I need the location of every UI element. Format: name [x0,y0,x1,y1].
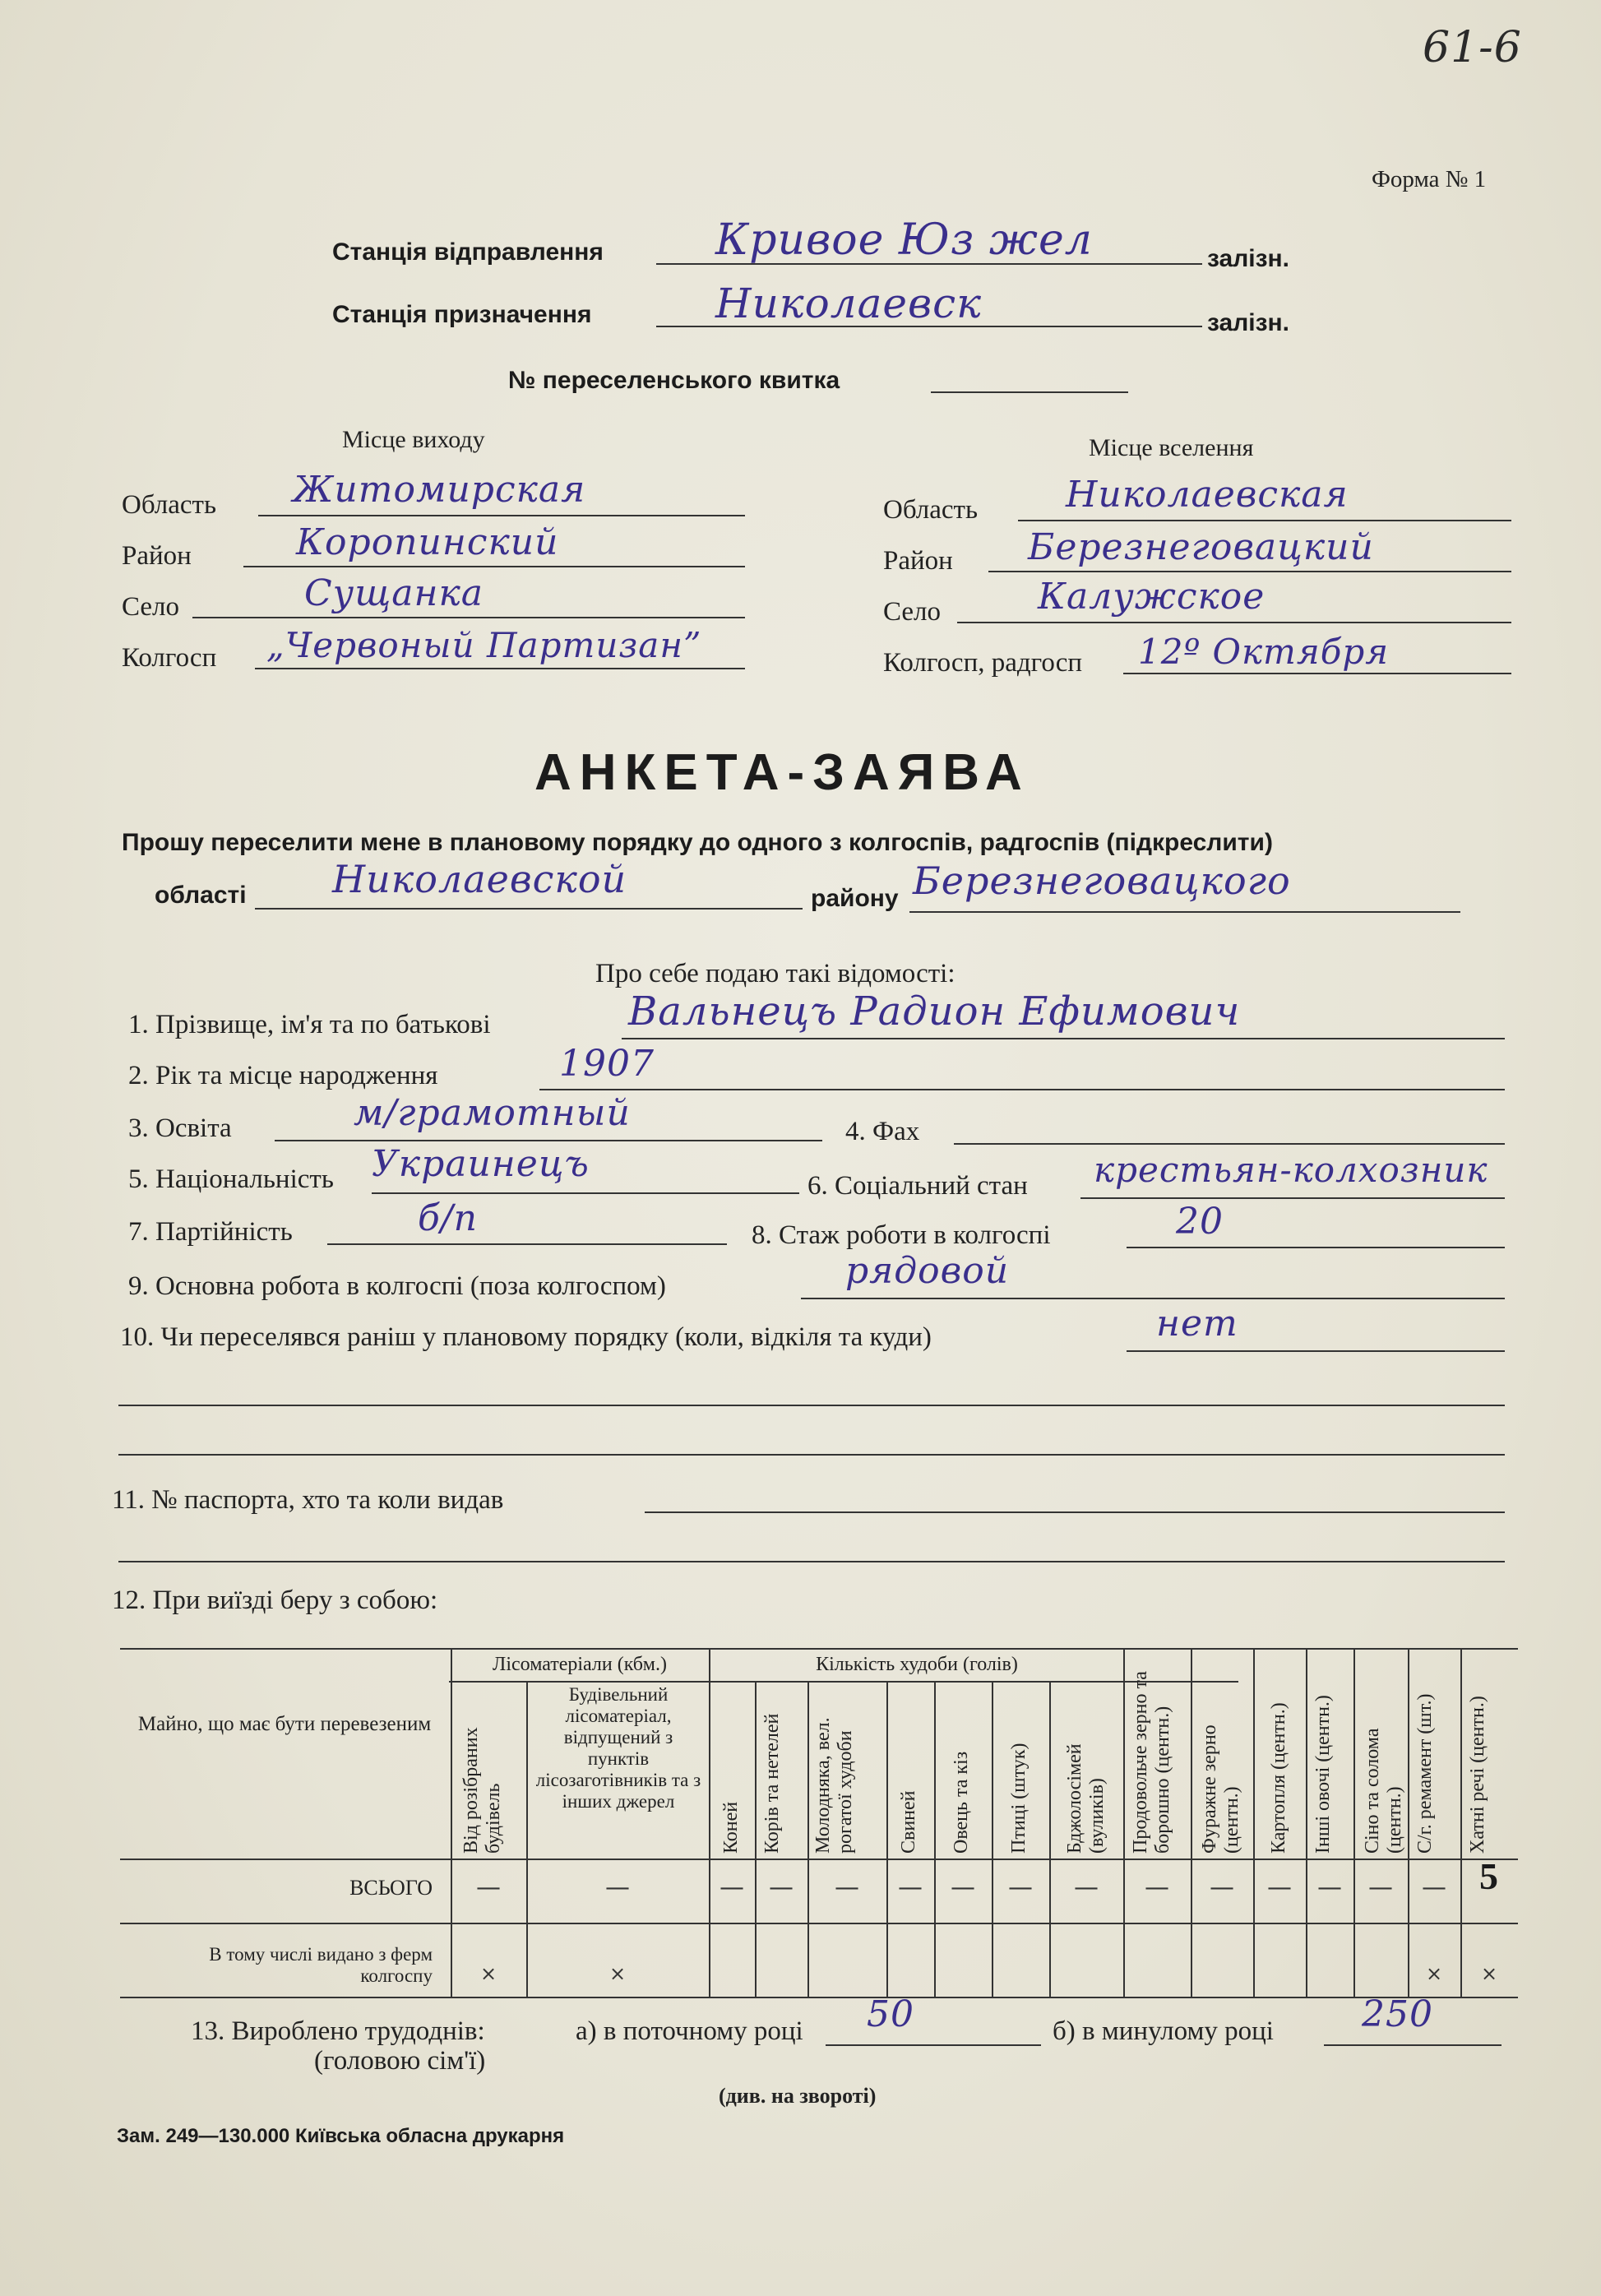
field-11-label: 11. № паспорта, хто та коли видав [112,1485,504,1515]
ticket-label: № переселенського квитка [508,367,840,394]
property-header: Майно, що має бути перевезеним [137,1713,432,1735]
livestock-group-header: Кількість худоби (голів) [816,1654,1018,1675]
request-raion-value: Березнеговацкого [913,859,1291,903]
workdays-current-label: а) в поточному році [576,2016,803,2046]
farm-row-cell: × [1480,1962,1498,1985]
destination-heading: Місце вселення [1089,434,1254,461]
field-12-label: 12. При виїзді беру з собою: [112,1585,438,1615]
total-row-cell: — [1422,1873,1446,1902]
form-label: Форма № 1 [1372,166,1487,192]
info-intro: Про себе подаю такі відомості: [595,959,956,988]
origin-selo-label: Село [122,592,180,622]
total-row-cell: — [898,1873,923,1902]
total-row-cell: — [1317,1873,1342,1902]
col-farm-equipment: С/г. ремамент (шт.) [1414,1693,1436,1854]
field-6-line [1080,1197,1505,1199]
origin-raion-line [243,566,745,567]
archive-number: 61-6 [1423,23,1522,72]
farm-row-cell: × [479,1962,497,1985]
col-sheep-goats: Овець та кіз [951,1751,972,1854]
field-9-line [801,1298,1505,1299]
field-6-value: крестьян-колхозник [1094,1150,1488,1190]
row-total-label: ВСЬОГО [349,1876,433,1900]
dest-raion-label: Район [883,546,953,576]
printer-note: Зам. 249—130.000 Київська обласна друкарня [117,2125,565,2147]
workdays-current-value: 50 [867,1993,914,2035]
field-1-line [622,1038,1505,1039]
field-3-label: 3. Освіта [128,1113,232,1143]
dest-raion-line [988,571,1511,572]
total-row-cell: — [1145,1873,1169,1902]
workdays-last-label: б) в минулому році [1053,2016,1274,2046]
field-10-line-3 [118,1454,1505,1456]
origin-oblast-value: Житомирская [293,469,586,511]
request-oblast-value: Николаевской [332,857,627,901]
field-10-label: 10. Чи переселявся раніш у плановому порядку (коли, відкіля та куди) [120,1322,932,1352]
origin-oblast-line [258,515,745,516]
field-7-value: б/п [418,1197,479,1239]
col-cows: Корів та нетелей [761,1713,783,1854]
departure-label: Станція відправлення [332,238,604,266]
total-row-cell: — [1368,1873,1393,1902]
field-1-label: 1. Прізвище, ім'я та по батькові [128,1010,491,1039]
col-young-cattle: Молодняка, вел. рогатої худоби [812,1717,856,1854]
col-poultry: Птиці (штук) [1008,1743,1030,1854]
col-household-items: Хатні речі (центн.) [1467,1696,1488,1854]
origin-heading: Місце виходу [342,426,485,453]
workdays-label: 13. Вироблено трудоднів: [191,2016,485,2046]
total-row-cell: — [605,1873,630,1902]
origin-selo-line [192,617,745,618]
total-row-cell: — [1008,1873,1033,1902]
ticket-line [931,391,1128,393]
origin-kolgosp-label: Колгосп [122,643,217,673]
field-10-value: нет [1156,1303,1238,1345]
field-10-line-2 [118,1405,1505,1406]
field-3-line [275,1140,822,1141]
total-row-cell: 5 [1479,1855,1499,1897]
railway-suffix-2: залізн. [1207,309,1289,336]
dest-selo-value: Калужское [1038,576,1266,618]
farm-row-cell: × [1425,1962,1443,1985]
field-4-label: 4. Фах [845,1117,920,1146]
col-other-vegetables: Інші овочі (центн.) [1312,1695,1334,1854]
dest-kolgosp-label: Колгосп, радгосп [883,648,1083,678]
dest-raion-value: Березнеговацкий [1028,526,1374,568]
field-3-value: м/грамотный [354,1092,631,1134]
total-row-cell: — [1267,1873,1292,1902]
workdays-last-value: 250 [1362,1993,1433,2035]
farm-row-cell: × [608,1962,627,1985]
total-row-cell: — [769,1873,794,1902]
col-building-timber: Будівельний лісоматеріал, відпущений з пунктів лісозаготівників та з інших джерел [535,1684,701,1812]
col-bee-colonies: Бджолосімей (вуликів) [1064,1743,1108,1854]
field-11-line-2 [118,1561,1505,1562]
dest-kolgosp-value: 12º Октября [1138,632,1390,672]
property-table [120,1648,1518,1997]
row-farm-label: В тому числі видано з ферм колгоспу [209,1944,433,1986]
dest-selo-label: Село [883,597,942,627]
origin-raion-label: Район [122,541,192,571]
origin-raion-value: Коропинский [296,521,559,563]
total-row-cell: — [720,1873,744,1902]
departure-value: Кривое Юз жел [715,215,1093,265]
field-5-value: Украинецъ [372,1143,590,1185]
field-4-line [954,1143,1505,1145]
dest-kolgosp-line [1123,673,1511,674]
col-dismantled-buildings: Від розібраних будівель [460,1727,504,1854]
workdays-sub-label: (головою сім'ї) [314,2046,486,2076]
workdays-last-line [1324,2044,1502,2046]
destination-label: Станція призначення [332,301,592,328]
form-title: АНКЕТА-ЗАЯВА [534,744,1030,801]
total-row-cell: — [951,1873,975,1902]
total-row-cell: — [476,1873,501,1902]
workdays-current-line [826,2044,1041,2046]
total-row-cell: — [1210,1873,1234,1902]
total-row-cell: — [835,1873,859,1902]
field-9-label: 9. Основна робота в колгоспі (поза колгоспом) [128,1271,666,1301]
dest-selo-line [957,622,1511,623]
field-5-label: 5. Національність [128,1164,334,1194]
field-9-value: рядовой [845,1250,1010,1292]
railway-suffix-1: залізн. [1207,245,1289,272]
field-10-line [1127,1350,1505,1352]
origin-kolgosp-value: „Червоный Партизан” [266,625,702,665]
request-text: Прошу переселити мене в плановому порядку до одного з колгоспів, радгоспів (підкреслити) [122,829,1273,856]
field-11-line [645,1511,1505,1513]
col-fodder-grain: Фуражне зерно (центн.) [1199,1724,1242,1854]
field-8-line [1127,1247,1505,1248]
field-8-value: 20 [1176,1201,1224,1243]
origin-selo-value: Сущанка [304,572,484,614]
dest-oblast-label: Область [883,495,979,525]
field-7-line [327,1243,727,1245]
total-row-cell: — [1074,1873,1099,1902]
field-2-value: 1907 [559,1043,655,1085]
field-7-label: 7. Партійність [128,1217,293,1247]
timber-group-header: Лісоматеріали (кбм.) [493,1654,667,1675]
request-oblast-line [255,908,803,910]
request-raion-label: району [811,885,899,912]
dest-oblast-line [1018,520,1511,521]
field-2-label: 2. Рік та місце народження [128,1061,438,1090]
field-6-label: 6. Соціальний стан [807,1171,1028,1201]
dest-oblast-value: Николаевская [1066,474,1349,516]
request-raion-line [909,911,1460,913]
col-hay-straw: Сіно та солома (центн.) [1362,1728,1405,1854]
field-5-line [372,1192,799,1194]
col-horses: Коней [720,1801,742,1854]
col-pigs: Свиней [898,1790,919,1854]
field-2-line [539,1089,1505,1090]
col-potatoes: Картопля (центн.) [1268,1702,1289,1854]
request-oblast-label: області [155,882,247,909]
field-1-value: Вальнецъ Радион Ефимович [628,988,1241,1035]
see-reverse: (див. на звороті) [719,2084,877,2108]
destination-value: Николаевск [715,280,982,327]
origin-kolgosp-line [255,668,745,669]
origin-oblast-label: Область [122,490,217,520]
col-food-grain: Продовольче зерно та борошно (центн.) [1130,1671,1173,1854]
field-8-label: 8. Стаж роботи в колгоспі [752,1220,1051,1250]
